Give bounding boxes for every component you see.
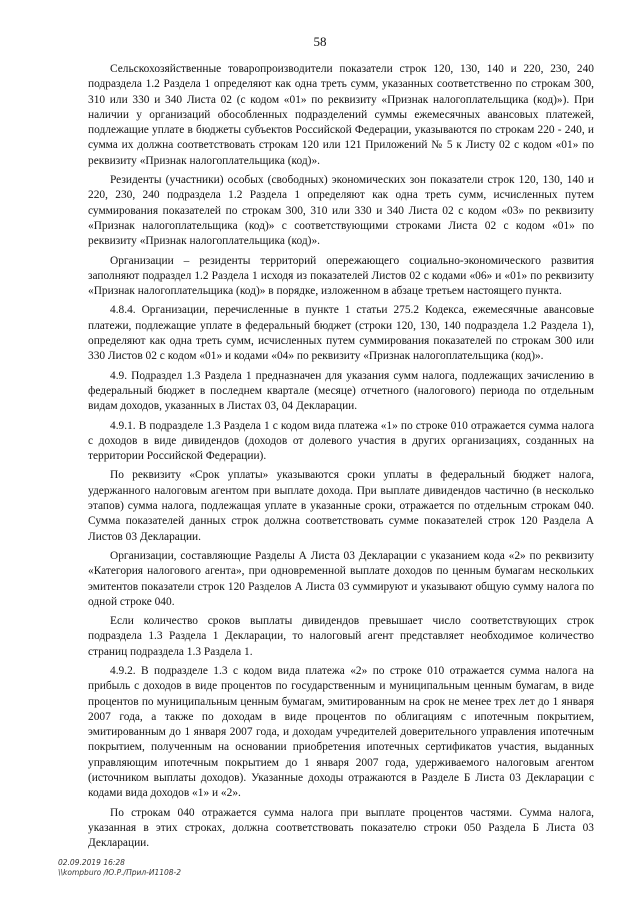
page-number: 58 — [313, 34, 327, 49]
document-body — [88, 62, 594, 856]
paragraph: По реквизиту «Срок уплаты» указываются сроки уплаты в федеральный бюджет налога, удержанного налоговым агентом при выплате дохода. При выплате дивидендов частично (в несколько этапов) сумма налога, подлежащая уплате в указанные сроки, отражается по отдельным строкам 040. Сумма показателей данных строк должна соответствовать сумме показателей строк 120 Раздела А Листов 03 Декларации. — [88, 469, 594, 543]
paragraph: 4.9. Подраздел 1.3 Раздела 1 предназначен для указания сумм налога, подлежащих зачислению в федеральный бюджет в последнем квартале (месяце) отчетного (налогового) периода по отдельным видам доходов, указанных в Листах 03, 04 Декларации. — [88, 369, 594, 413]
paragraph: 4.9.1. В подразделе 1.3 Раздела 1 с кодом вида платежа «1» по строке 010 отражается сумма налога с доходов в виде дивидендов (доходов от долевого участия в других организациях, созданных на территории Российской Федерации). — [88, 419, 594, 463]
paragraph: Организации – резиденты территорий опережающего социально-экономического развития заполняют подраздел 1.2 Раздела 1 исходя из показателей Листов 02 с кодами «06» и «01» по реквизиту «Признак налогоплательщика (код)» в порядке, изложенном в абзаце третьем настоящего пункта. — [88, 254, 594, 298]
page-footer — [58, 858, 181, 877]
footer-path: \\kompburo /Ю.Р./Прил-И1108-2 — [58, 867, 182, 877]
paragraph: 4.9.2. В подразделе 1.3 с кодом вида платежа «2» по строке 010 отражается сумма налога на прибыль с доходов в виде процентов по государственным и муниципальным ценным бумагам, в виде процентов по муниципальным ценным бумагам, эмитированным на срок не менее трех лет до 1 января 2007 года, а также по доходам в виде процентов по облигациям с ипотечным покрытием, эмитированным до 1 января 2007 года, и доходам учредителей доверительного управления ипотечным покрытием, полученным на основании приобретения ипотечных сертификатов участия, выданных управляющим ипотечным покрытием до 1 января 2007 года, удерживаемого налоговым агентом (источником выплаты доходов). Указанные доходы отражаются в Разделе Б Листа 03 Декларации с кодами вида доходов «1» и «2». — [88, 664, 594, 800]
paragraph: 4.8.4. Организации, перечисленные в пункте 1 статьи 275.2 Кодекса, ежемесячные авансовые платежи, подлежащие уплате в федеральный бюджет (строки 120, 130, 140 подраздела 1.2 Раздела 1), определяют как одна треть сумм, исчисленных путем суммирования показателей по строкам 300 или 330 Листов 02 с кодом «01» и кодами «04» по реквизиту «Признак налогоплательщика (код)». — [88, 304, 594, 363]
paragraph: Сельскохозяйственные товаропроизводители показатели строк 120, 130, 140 и 220, 230, 240 подраздела 1.2 Раздела 1 определяют как одна треть сумм, указанных соответственно по строкам 300, 310 или 330 и 340 Листа 02 (с кодом «01» по реквизиту «Признак налогоплательщика (код)»). При наличии у организаций обособленных подразделений суммы ежемесячных авансовых платежей, подлежащие уплате в бюджеты субъектов Российской Федерации, указываются по строкам 220 - 240, и сумма их должна соответствовать строкам 120 или 121 Приложений № 5 к Листу 02 с кодом «01» по реквизиту «Признак налогоплательщика (код)». — [88, 63, 594, 167]
paragraph: По строкам 040 отражается сумма налога при выплате процентов частями. Сумма налога, указанная в этих строках, должна соответствовать показателю строки 050 Раздела Б Листа 03 Декларации. — [88, 806, 594, 850]
footer-date: 02.09.2019 16:28 — [58, 858, 125, 867]
paragraph: Если количество сроков выплаты дивидендов превышает число соответствующих строк подраздела 1.3 Раздела 1 Декларации, то налоговый агент представляет необходимое количество страниц подраздела 1.3 Раздела 1. — [88, 615, 594, 658]
paragraph: Резиденты (участники) особых (свободных) экономических зон показатели строк 120, 130, 140 и 220, 230, 240 подраздела 1.2 Раздела 1 определяют как одна треть сумм, исчисленных путем суммирования показателей по строкам 300, 310 или 330 и 340 Листа 02 с кодом «03» по реквизиту «Признак налогоплательщика (код)» с соответствующими строками Листа 02 с кодом «01» по реквизиту «Признак налогоплательщика (код)». — [88, 174, 594, 248]
paragraph: Организации, составляющие Разделы А Листа 03 Декларации с указанием кода «2» по реквизиту «Категория налогового агента», при одновременной выплате доходов по ценным бумагам нескольких эмитентов показатели строк 120 Разделов А Листа 03 суммируют и указывают общую сумму налога по одной строке 040. — [88, 549, 594, 608]
